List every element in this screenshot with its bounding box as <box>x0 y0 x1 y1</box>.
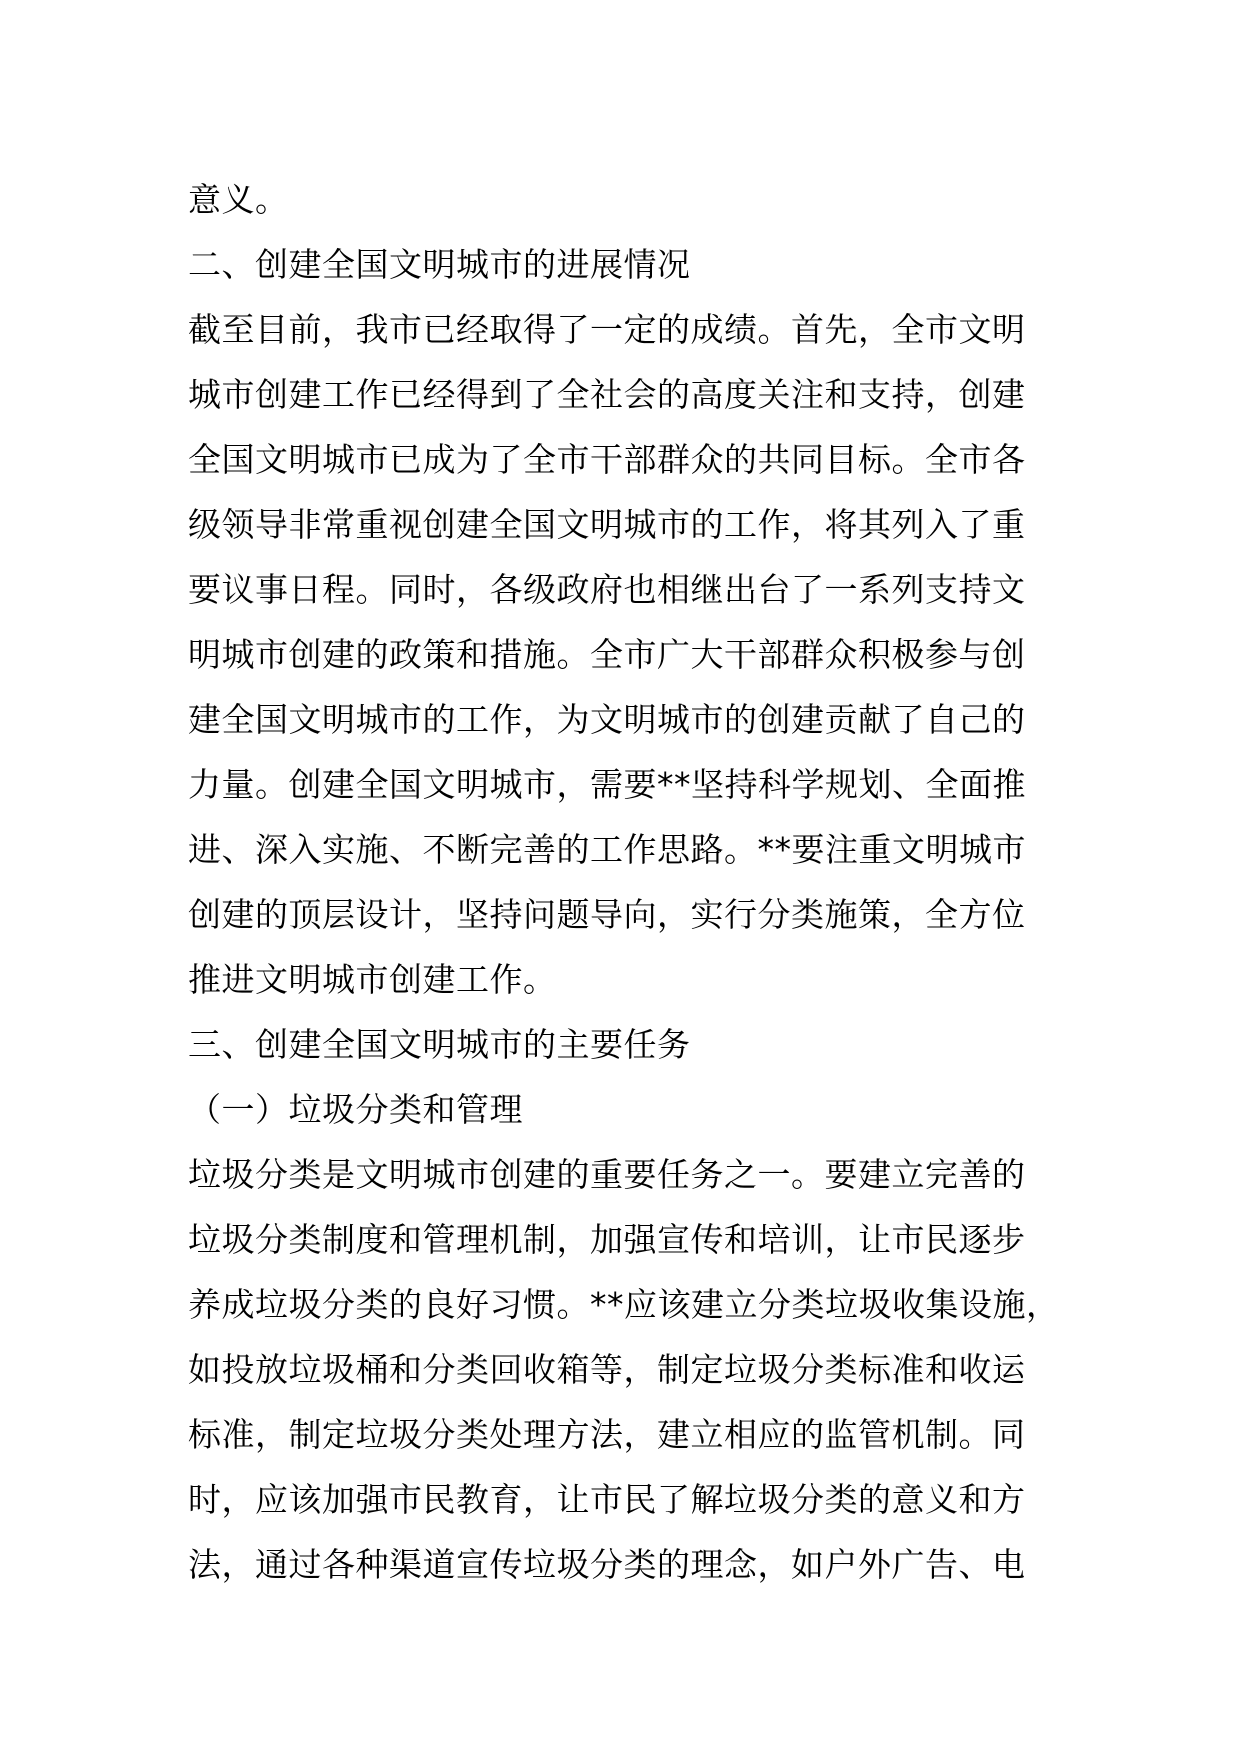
paragraph-line: 截至目前，我市已经取得了一定的成绩。首先，全市文明 <box>188 310 1026 349</box>
paragraph-line: 力量。创建全国文明城市，需要**坚持科学规划、全面推 <box>188 765 1026 804</box>
document-body <box>188 167 1068 1597</box>
paragraph-line: 垃圾分类制度和管理机制，加强宣传和培训，让市民逐步 <box>188 1220 1026 1259</box>
paragraph-line: 养成垃圾分类的良好习惯。**应该建立分类垃圾收集设施， <box>188 1285 1060 1324</box>
section-heading: 三、创建全国文明城市的主要任务 <box>188 1025 691 1064</box>
paragraph-line: 创建的顶层设计，坚持问题导向，实行分类施策，全方位 <box>188 895 1026 934</box>
paragraph-line: 级领导非常重视创建全国文明城市的工作，将其列入了重 <box>188 505 1026 544</box>
paragraph-line: 建全国文明城市的工作，为文明城市的创建贡献了自己的 <box>188 700 1026 739</box>
paragraph-line: 推进文明城市创建工作。 <box>188 960 557 999</box>
subsection-heading: （一）垃圾分类和管理 <box>188 1090 523 1129</box>
paragraph-line: 进、深入实施、不断完善的工作思路。**要注重文明城市 <box>188 830 1026 869</box>
paragraph-line: 法，通过各种渠道宣传垃圾分类的理念，如户外广告、电 <box>188 1545 1026 1584</box>
paragraph-line: 全国文明城市已成为了全市干部群众的共同目标。全市各 <box>188 440 1026 479</box>
paragraph-line: 垃圾分类是文明城市创建的重要任务之一。要建立完善的 <box>188 1155 1026 1194</box>
paragraph-line: 时，应该加强市民教育，让市民了解垃圾分类的意义和方 <box>188 1480 1026 1519</box>
paragraph-line: 意义。 <box>188 180 289 219</box>
section-heading: 二、创建全国文明城市的进展情况 <box>188 245 691 284</box>
paragraph-line: 明城市创建的政策和措施。全市广大干部群众积极参与创 <box>188 635 1026 674</box>
paragraph-line: 如投放垃圾桶和分类回收箱等，制定垃圾分类标准和收运 <box>188 1350 1026 1389</box>
paragraph-line: 要议事日程。同时，各级政府也相继出台了一系列支持文 <box>188 570 1026 609</box>
paragraph-line: 标准，制定垃圾分类处理方法，建立相应的监管机制。同 <box>188 1415 1026 1454</box>
paragraph-line: 城市创建工作已经得到了全社会的高度关注和支持，创建 <box>188 375 1026 414</box>
